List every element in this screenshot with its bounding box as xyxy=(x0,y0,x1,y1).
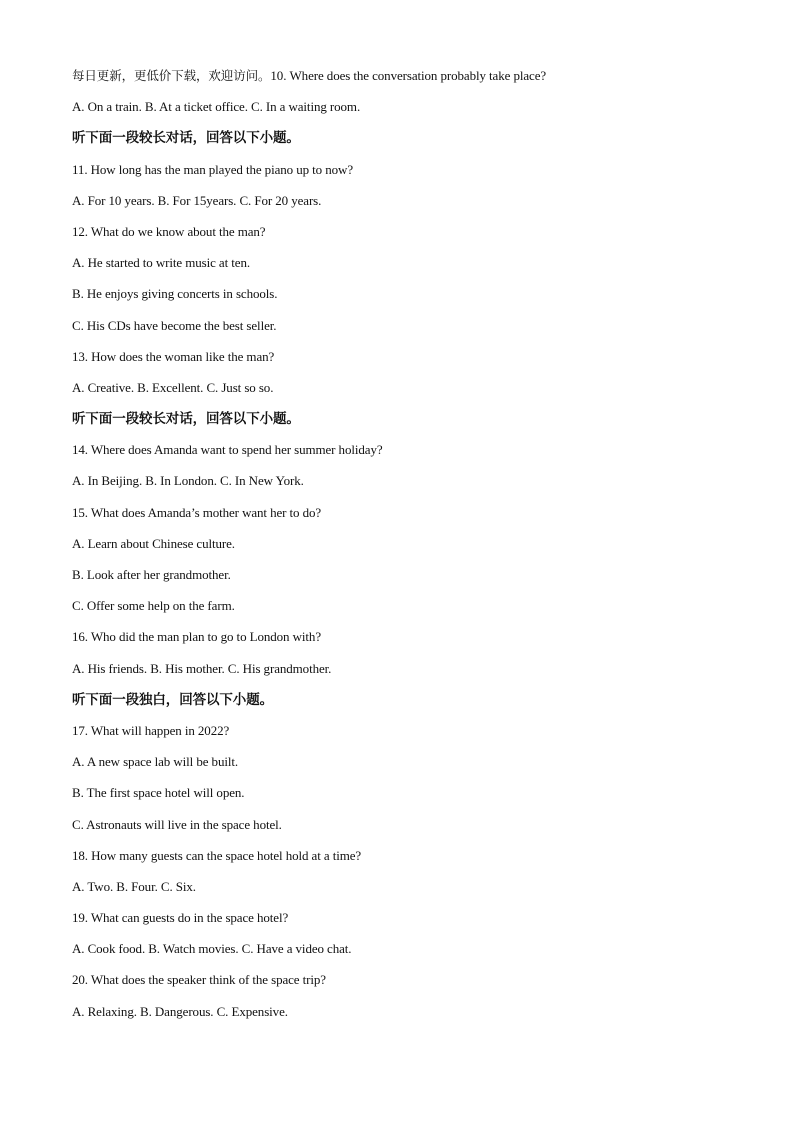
answer-options: A. For 10 years. B. For 15years. C. For 20 years. xyxy=(72,192,322,208)
answer-options: B. Look after her grandmother. xyxy=(72,567,231,582)
answer-options: C. Offer some help on the farm. xyxy=(72,598,235,614)
question-line xyxy=(72,64,732,95)
answer-options: C. His CDs have become the best seller. xyxy=(72,317,277,333)
answer-options: A. On a train. B. At a ticket office. C. In a waiting room. xyxy=(72,99,361,115)
answer-options: C. Astronauts will live in the space hotel. xyxy=(72,816,282,832)
answer-options: A. Two. B. Four. C. Six. xyxy=(72,878,196,894)
answer-options: A. He started to write music at ten. xyxy=(72,255,250,271)
section-heading: 听下面一段较长对话，回答以下小题。 xyxy=(72,130,300,147)
answer-options: B. The first space hotel will open. xyxy=(72,785,245,801)
site-notice: 每日更新，更低价下载，欢迎访问。 xyxy=(72,68,271,83)
answer-options: A. Learn about Chinese culture. xyxy=(72,535,235,551)
answer-options: A. Creative. B. Excellent. C. Just so so. xyxy=(72,379,274,395)
question-text: 15. What does Amanda’s mother want her to do? xyxy=(72,504,322,520)
question-text: 11. How long has the man played the piano up to now? xyxy=(72,161,353,177)
question-text: 14. Where does Amanda want to spend her summer holiday? xyxy=(72,442,383,458)
document-page xyxy=(72,64,732,1031)
answer-options: B. He enjoys giving concerts in schools. xyxy=(72,286,278,302)
answer-options: A. A new space lab will be built. xyxy=(72,754,239,770)
question-text: 13. How does the woman like the man? xyxy=(72,348,275,364)
section-heading: 听下面一段独白，回答以下小题。 xyxy=(72,691,273,708)
question-text: 16. Who did the man plan to go to London with? xyxy=(72,629,321,645)
answer-options: A. In Beijing. B. In London. C. In New York. xyxy=(72,473,304,489)
answer-options: A. His friends. B. His mother. C. His grandmother. xyxy=(72,660,332,676)
question-text: 10. Where does the conversation probably take place? xyxy=(270,68,547,83)
question-text: 12. What do we know about the man? xyxy=(72,223,266,239)
question-text: 18. How many guests can the space hotel hold at a time? xyxy=(72,847,362,863)
question-text: 19. What can guests do in the space hotel? xyxy=(72,910,289,926)
section-heading: 听下面一段较长对话，回答以下小题。 xyxy=(72,411,300,428)
answer-options: A. Cook food. B. Watch movies. C. Have a video chat. xyxy=(72,941,352,957)
question-list xyxy=(72,95,732,1031)
answer-options: A. Relaxing. B. Dangerous. C. Expensive. xyxy=(72,1003,288,1019)
question-text: 17. What will happen in 2022? xyxy=(72,722,230,738)
question-text: 20. What does the speaker think of the space trip? xyxy=(72,972,326,988)
